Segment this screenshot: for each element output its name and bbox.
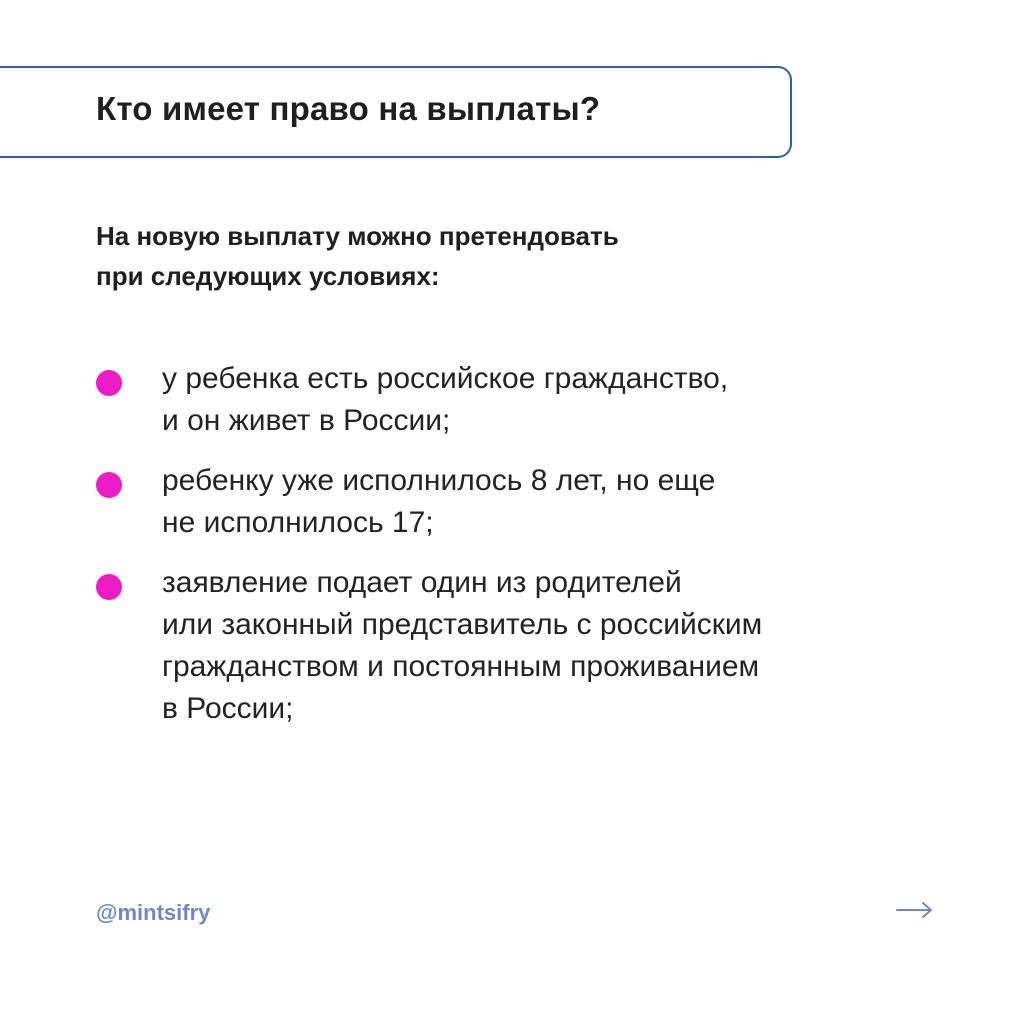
condition-line: ребенку уже исполнилось 8 лет, но еще	[162, 464, 716, 497]
condition-line: и он живет в России;	[162, 404, 451, 437]
arrow-right-icon[interactable]	[895, 898, 935, 922]
condition-line: или законный представитель с российским	[162, 608, 763, 641]
page-title: Кто имеет право на выплаты?	[96, 90, 601, 127]
condition-line: заявление подает один из родителей	[162, 566, 682, 599]
conditions-list	[96, 358, 956, 748]
condition-item	[96, 358, 956, 442]
condition-item	[96, 562, 956, 730]
bullet-dot-icon	[96, 472, 122, 498]
bullet-dot-icon	[96, 574, 122, 600]
account-handle[interactable]: @mintsifry	[96, 900, 211, 925]
condition-item	[96, 460, 956, 544]
condition-line: у ребенка есть российское гражданство,	[162, 362, 729, 395]
intro-text	[96, 216, 856, 296]
bullet-dot-icon	[96, 370, 122, 396]
intro-line: при следующих условиях:	[96, 261, 440, 291]
condition-line: в России;	[162, 692, 294, 725]
intro-line: На новую выплату можно претендовать	[96, 221, 619, 251]
condition-line: гражданством и постоянным проживанием	[162, 650, 760, 683]
condition-line: не исполнилось 17;	[162, 506, 434, 539]
